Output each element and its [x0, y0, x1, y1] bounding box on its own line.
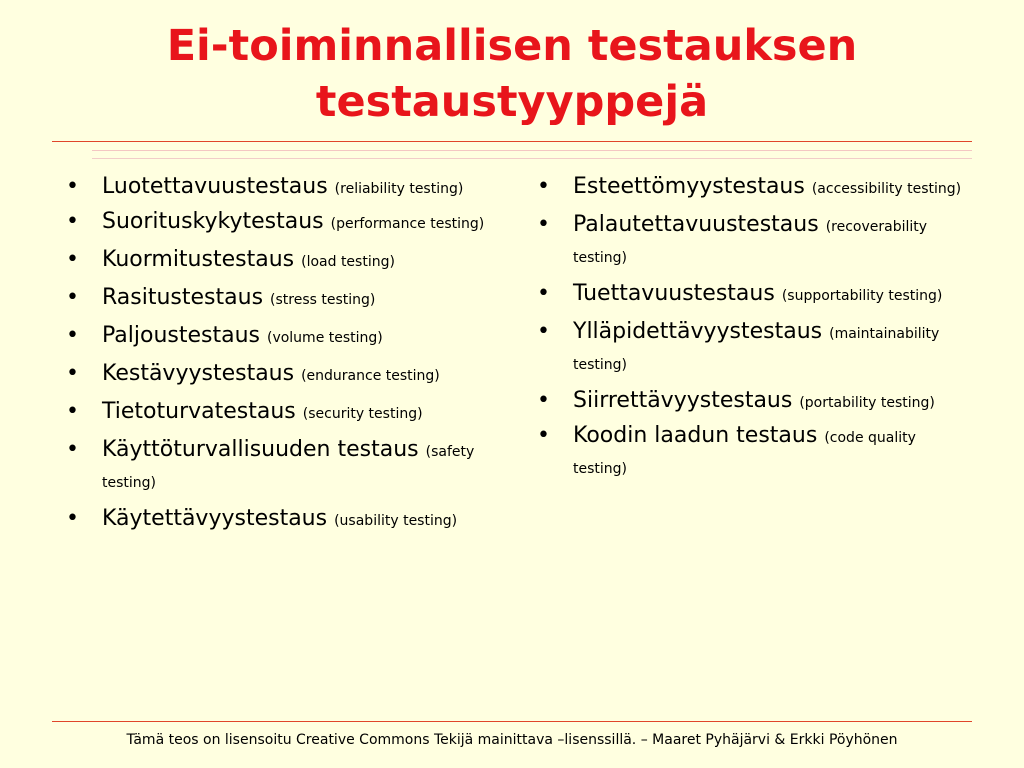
- item-term: Palautettavuustestaus: [573, 212, 826, 237]
- bullet-icon: •: [537, 174, 550, 199]
- bullet-icon: •: [66, 247, 79, 272]
- item-term: Kuormitustestaus: [102, 247, 302, 272]
- item-translation: (code quality testing): [573, 430, 916, 477]
- left-bullet-list: [62, 172, 487, 542]
- title-line-2: testaustyyppejä: [315, 77, 709, 127]
- bullet-icon: •: [66, 209, 79, 234]
- item-term: Käyttöturvallisuuden testaus: [102, 437, 426, 462]
- bullet-icon: •: [537, 423, 550, 448]
- bullet-icon: •: [66, 361, 79, 386]
- list-item: [62, 245, 487, 278]
- item-term: Koodin laadun testaus: [573, 423, 825, 448]
- right-bullet-list: [533, 172, 963, 490]
- item-translation: (portability testing): [799, 395, 935, 411]
- item-term: Tuettavuustestaus: [573, 281, 782, 306]
- item-translation: (endurance testing): [301, 368, 440, 384]
- bullet-icon: •: [537, 281, 550, 306]
- list-item: [62, 504, 487, 537]
- item-term: Suorituskykytestaus: [102, 209, 331, 234]
- item-term: Esteettömyystestaus: [573, 174, 812, 199]
- list-item: [62, 435, 487, 499]
- list-item: [533, 421, 963, 485]
- item-translation: (safety testing): [102, 444, 475, 491]
- bullet-icon: •: [66, 399, 79, 424]
- list-item: [62, 207, 487, 240]
- item-translation: (stress testing): [270, 292, 376, 308]
- title-line-1: Ei-toiminnallisen testauksen: [166, 21, 858, 71]
- item-term: Käytettävyystestaus: [102, 506, 335, 531]
- title-divider-light: [92, 158, 972, 159]
- list-item: [533, 386, 963, 416]
- item-term: Siirrettävyystestaus: [573, 388, 800, 413]
- list-item: [533, 210, 963, 274]
- bullet-icon: •: [537, 319, 550, 344]
- list-item: [62, 359, 487, 392]
- list-item: [533, 279, 963, 312]
- item-term: Luotettavuustestaus: [102, 174, 335, 199]
- list-item: [62, 172, 487, 202]
- bullet-icon: •: [66, 506, 79, 531]
- item-term: Paljoustestaus: [102, 323, 267, 348]
- item-translation: (volume testing): [266, 330, 383, 346]
- item-term: Ylläpidettävyystestaus: [573, 319, 830, 344]
- item-translation: (reliability testing): [334, 181, 464, 197]
- item-translation: (performance testing): [330, 216, 485, 232]
- title-divider: [52, 141, 972, 142]
- item-translation: (usability testing): [334, 513, 458, 529]
- bullet-icon: •: [66, 437, 79, 462]
- item-translation: (security testing): [302, 406, 423, 422]
- item-term: Kestävyystestaus: [102, 361, 302, 386]
- item-translation: (accessibility testing): [811, 181, 962, 197]
- bullet-icon: •: [66, 323, 79, 348]
- slide-title: [0, 18, 1024, 130]
- item-translation: (maintainability testing): [573, 326, 940, 373]
- item-term: Rasitustestaus: [102, 285, 271, 310]
- list-item: [62, 397, 487, 430]
- title-divider-light: [92, 150, 972, 151]
- list-item: [62, 321, 487, 354]
- footer-divider: [52, 721, 972, 722]
- license-footer: Tämä teos on lisensoitu Creative Commons Tekijä mainittava –lisenssillä. – Maaret Pyhäjärvi & Erkki Pöyhönen: [126, 732, 898, 748]
- item-translation: (recoverability testing): [573, 219, 928, 266]
- item-translation: (supportability testing): [781, 288, 943, 304]
- item-translation: (load testing): [301, 254, 395, 270]
- list-item: [533, 317, 963, 381]
- list-item: [62, 283, 487, 316]
- bullet-icon: •: [537, 212, 550, 237]
- item-term: Tietoturvatestaus: [102, 399, 303, 424]
- bullet-icon: •: [66, 285, 79, 310]
- bullet-icon: •: [66, 174, 79, 199]
- bullet-icon: •: [537, 388, 550, 413]
- list-item: [533, 172, 963, 205]
